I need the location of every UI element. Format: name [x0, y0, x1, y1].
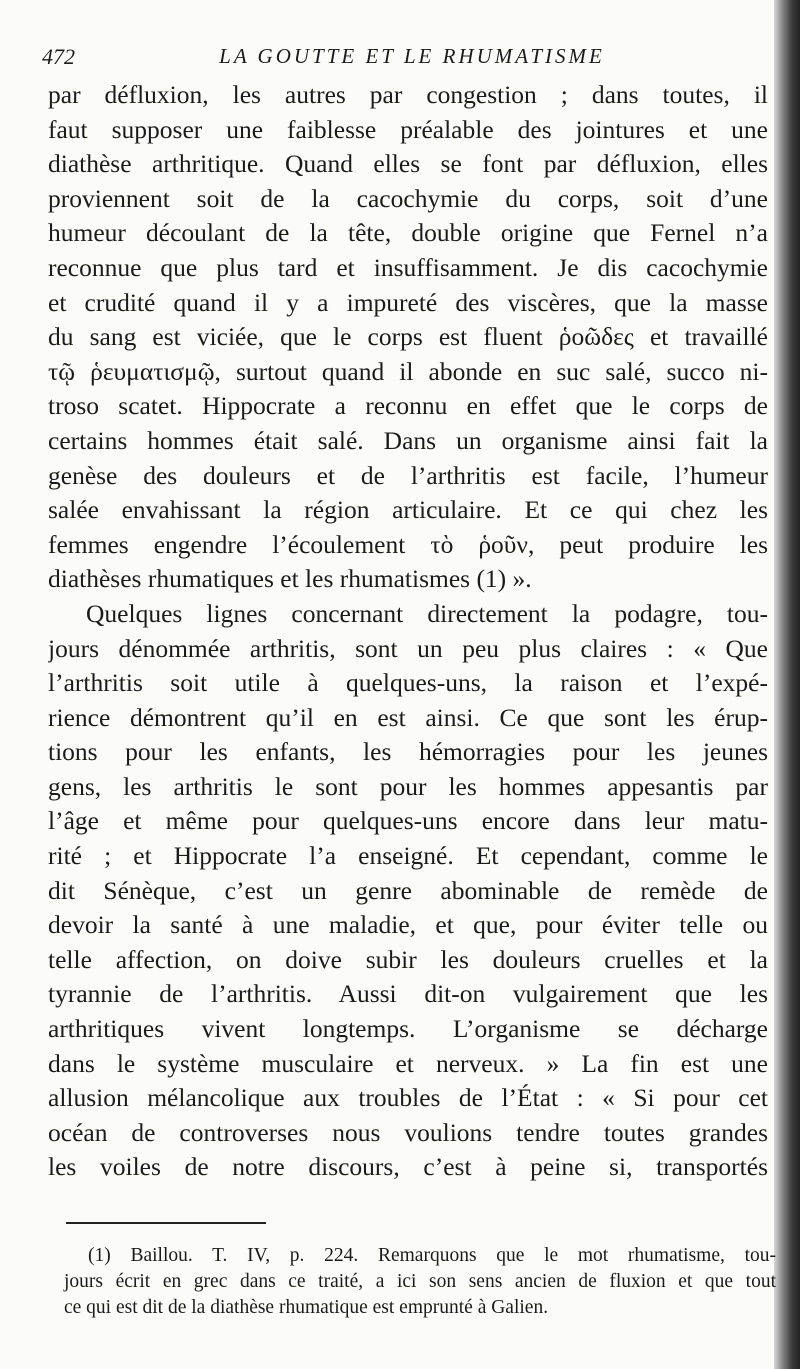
text-line: dit Sénèque, c’est un genre abominable de remède de [48, 875, 768, 905]
text-line: proviennent soit de la cacochymie du corps, soit d’une [48, 183, 768, 213]
text-line: dans le système musculaire et nerveux. » La fin est une [48, 1048, 768, 1078]
text-line: reconnue que plus tard et insuffisamment. Je dis cacochymie [48, 252, 768, 282]
text-line: du sang est viciée, que le corps est fluent ῥοῶδες et travaillé [48, 322, 768, 352]
text-line: certains hommes était salé. Dans un organisme ainsi fait la [48, 425, 768, 455]
paragraph-end-line: diathèses rhumatiques et les rhumatismes (1) ». [48, 564, 532, 594]
text-line: océan de controverses nous voulions tendre toutes grandes [48, 1117, 768, 1147]
text-line: diathèse arthritique. Quand elles se font par défluxion, elles [48, 149, 768, 179]
text-line: rité ; et Hippocrate l’a enseigné. Et cependant, comme le [48, 841, 768, 871]
footnote-divider [66, 1222, 266, 1224]
paragraph-start-line: Quelques lignes concernant directement la podagre, tou- [86, 598, 768, 628]
text-line: et crudité quand il y a impureté des viscères, que la masse [48, 287, 768, 317]
page-number: 472 [42, 44, 75, 69]
running-title: LA GOUTTE ET LE RHUMATISME [219, 44, 605, 68]
text-line: femmes engendre l’écoulement τὸ ῥοῦν, peut produire les [48, 529, 768, 559]
text-line: humeur découlant de la tête, double origine que Fernel n’a [48, 218, 768, 248]
text-line: genèse des douleurs et de l’arthritis est facile, l’humeur [48, 460, 768, 490]
text-line: rience démontrent qu’il en est ainsi. Ce que sont les érup- [48, 702, 768, 732]
text-line: salée envahissant la région articulaire. Et ce qui chez les [48, 495, 768, 525]
text-line: jours dénommée arthritis, sont un peu plus claires : « Que [48, 633, 768, 663]
body-text [48, 78, 768, 1185]
text-line: par défluxion, les autres par congestion ; dans toutes, il [48, 80, 768, 109]
text-line: τῷ ῥευματισμῷ, surtout quand il abonde en suc salé, succo ni- [48, 356, 768, 386]
text-line: devoir la santé à une maladie, et que, pour éviter telle ou [48, 910, 768, 940]
text-line: arthritiques vivent longtemps. L’organisme se décharge [48, 1014, 768, 1044]
text-line: tions pour les enfants, les hémorragies pour les jeunes [48, 737, 768, 767]
scanned-page-edge [774, 0, 800, 1369]
footnote-line: jours écrit en grec dans ce traité, a ici son sens ancien de fluxion et que tout [64, 1271, 776, 1292]
page-header [42, 44, 742, 74]
text-line: l’âge et même pour quelques-uns encore dans leur matu- [48, 806, 768, 836]
text-line: allusion mélancolique aux troubles de l’État : « Si pour cet [48, 1083, 768, 1113]
text-line: l’arthritis soit utile à quelques-uns, la raison et l’expé- [48, 668, 768, 698]
footnote-line: (1) Baillou. T. IV, p. 224. Remarquons que le mot rhumatisme, tou- [88, 1245, 776, 1266]
footnote [64, 1243, 776, 1321]
footnote-line: ce qui est dit de la diathèse rhumatique est emprunté à Galien. [64, 1297, 549, 1318]
text-line: les voiles de notre discours, c’est à peine si, transportés [48, 1152, 768, 1182]
text-line: telle affection, on doive subir les douleurs cruelles et la [48, 944, 768, 974]
text-line: tyrannie de l’arthritis. Aussi dit-on vulgairement que les [48, 979, 768, 1009]
text-line: troso scatet. Hippocrate a reconnu en effet que le corps de [48, 391, 768, 421]
text-line: gens, les arthritis le sont pour les hommes appesantis par [48, 771, 768, 801]
text-line: faut supposer une faiblesse préalable des jointures et une [48, 114, 768, 144]
